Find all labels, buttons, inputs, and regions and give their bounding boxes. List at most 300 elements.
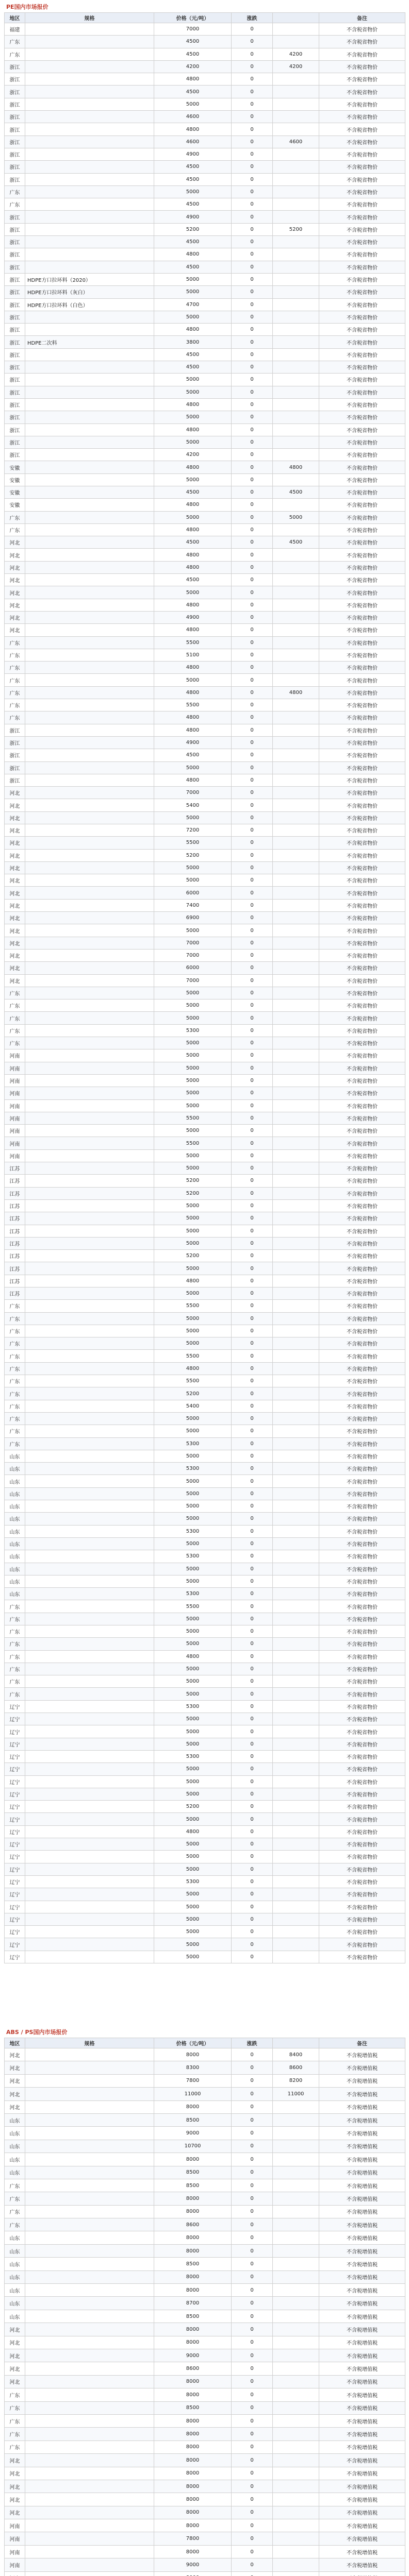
cell-note: 不含税省物价 [319, 123, 405, 135]
table-row [5, 1575, 405, 1587]
cell-price: 5000 [154, 1763, 232, 1775]
cell-change: 0 [232, 1362, 273, 1375]
cell-region: 河北 [5, 611, 25, 623]
cell-prev [273, 2205, 319, 2218]
table-row [5, 1913, 405, 1925]
cell-note: 不含税增值税 [319, 2218, 405, 2231]
cell-region: 江苏 [5, 1187, 25, 1199]
cell-change: 0 [232, 1901, 273, 1913]
cell-price: 7000 [154, 787, 232, 799]
cell-region: 广东 [5, 2401, 25, 2414]
cell-note: 不含税省物价 [319, 674, 405, 686]
cell-product [25, 1149, 154, 1162]
cell-note: 不含税省物价 [319, 1838, 405, 1851]
section-title: PE国内市场报价 [6, 4, 48, 10]
cell-price: 4800 [154, 248, 232, 261]
cell-note: 不含税增值税 [319, 2074, 405, 2087]
cell-note: 不含税省物价 [319, 1913, 405, 1925]
cell-note: 不含税省物价 [319, 1074, 405, 1087]
cell-region: 浙江 [5, 211, 25, 223]
cell-change: 0 [232, 2284, 273, 2297]
cell-change: 0 [232, 1888, 273, 1901]
cell-product [25, 1387, 154, 1400]
cell-change: 0 [232, 1024, 273, 1037]
table-row [5, 861, 405, 874]
cell-prev [273, 185, 319, 198]
cell-product [25, 636, 154, 649]
cell-price: 4500 [154, 48, 232, 60]
cell-region: 江苏 [5, 1250, 25, 1262]
table-row [5, 549, 405, 561]
table-row [5, 1838, 405, 1851]
cell-note: 不含税省物价 [319, 1788, 405, 1800]
table-row [5, 2074, 405, 2087]
cell-note: 不含税省物价 [319, 1588, 405, 1600]
cell-product [25, 561, 154, 573]
table-row [5, 2153, 405, 2166]
cell-product [25, 2284, 154, 2297]
cell-prev [273, 1199, 319, 1212]
cell-note: 不含税省物价 [319, 662, 405, 674]
cell-product [25, 1125, 154, 1137]
cell-region: 浙江 [5, 411, 25, 423]
table-row [5, 1187, 405, 1199]
cell-change: 0 [232, 1175, 273, 1187]
cell-region: 浙江 [5, 273, 25, 285]
cell-price: 4800 [154, 1275, 232, 1287]
cell-prev [273, 1175, 319, 1187]
cell-note: 不含税省物价 [319, 799, 405, 811]
cell-note: 不含税省物价 [319, 1513, 405, 1525]
cell-change: 0 [232, 1162, 273, 1175]
cell-price: 8600 [154, 2218, 232, 2231]
cell-change: 0 [232, 436, 273, 448]
cell-product [25, 1450, 154, 1462]
table-row [5, 23, 405, 36]
cell-prev [273, 398, 319, 411]
cell-product [25, 48, 154, 60]
cell-note: 不含税省物价 [319, 60, 405, 73]
cell-prev [273, 1901, 319, 1913]
cell-prev [273, 2218, 319, 2231]
cell-change: 0 [232, 2480, 273, 2493]
table-row [5, 135, 405, 148]
cell-note: 不含税省物价 [319, 1237, 405, 1249]
cell-price: 5200 [154, 1250, 232, 1262]
cell-change: 0 [232, 2519, 273, 2532]
cell-change: 0 [232, 411, 273, 423]
cell-prev [273, 586, 319, 599]
table-row [5, 2192, 405, 2205]
cell-prev: 4500 [273, 486, 319, 498]
cell-region: 浙江 [5, 298, 25, 311]
cell-product [25, 811, 154, 824]
cell-price: 5000 [154, 1500, 232, 1513]
table-row [5, 611, 405, 623]
cell-prev [273, 1951, 319, 1963]
cell-prev [273, 949, 319, 961]
cell-product [25, 236, 154, 248]
cell-region: 广东 [5, 1613, 25, 1625]
cell-change: 0 [232, 1700, 273, 1713]
cell-product [25, 1012, 154, 1024]
cell-prev [273, 711, 319, 724]
cell-change: 0 [232, 874, 273, 887]
table-row [5, 2270, 405, 2283]
cell-note: 不含税省物价 [319, 1225, 405, 1237]
cell-price: 8000 [154, 2100, 232, 2113]
cell-note: 不含税省物价 [319, 1437, 405, 1450]
cell-note: 不含税增值税 [319, 2100, 405, 2113]
cell-change: 0 [232, 1763, 273, 1775]
cell-note: 不含税省物价 [319, 1212, 405, 1225]
cell-region: 河南 [5, 1112, 25, 1124]
cell-region: 河北 [5, 2048, 25, 2061]
cell-prev [273, 674, 319, 686]
cell-change: 0 [232, 499, 273, 511]
cell-product [25, 1675, 154, 1688]
cell-region: 广东 [5, 2428, 25, 2441]
cell-product [25, 2545, 154, 2558]
cell-price: 3800 [154, 336, 232, 348]
cell-note: 不含税省物价 [319, 1350, 405, 1362]
cell-product [25, 1763, 154, 1775]
cell-change: 0 [232, 2061, 273, 2074]
cell-price: 7000 [154, 974, 232, 987]
cell-prev [273, 2506, 319, 2519]
cell-prev [273, 449, 319, 461]
cell-prev: 4200 [273, 60, 319, 73]
cell-region: 广东 [5, 2218, 25, 2231]
cell-change: 0 [232, 2545, 273, 2558]
cell-region: 江苏 [5, 1199, 25, 1212]
cell-change: 0 [232, 1074, 273, 1087]
cell-product [25, 73, 154, 86]
cell-product [25, 1162, 154, 1175]
cell-change: 0 [232, 2297, 273, 2310]
cell-product [25, 937, 154, 949]
cell-price: 5200 [154, 1187, 232, 1199]
cell-prev [273, 1037, 319, 1049]
cell-region: 山东 [5, 2310, 25, 2323]
cell-change: 0 [232, 1437, 273, 1450]
cell-change: 0 [232, 2493, 273, 2506]
cell-price: 8500 [154, 2113, 232, 2126]
cell-region: 河北 [5, 586, 25, 599]
table-row [5, 649, 405, 661]
cell-change: 0 [232, 1487, 273, 1500]
cell-product [25, 837, 154, 849]
cell-price: 9000 [154, 2349, 232, 2362]
cell-price: 5000 [154, 1212, 232, 1225]
cell-prev: 4500 [273, 536, 319, 549]
cell-note: 不含税省物价 [319, 1801, 405, 1813]
cell-note: 不含税省物价 [319, 1938, 405, 1951]
cell-product [25, 2218, 154, 2231]
cell-region: 广东 [5, 1600, 25, 1613]
cell-prev [273, 1412, 319, 1425]
cell-product [25, 36, 154, 48]
table-row [5, 73, 405, 86]
table-row [5, 2558, 405, 2571]
cell-region: 河北 [5, 2493, 25, 2506]
cell-product [25, 1137, 154, 1149]
cell-note: 不含税省物价 [319, 1012, 405, 1024]
cell-product [25, 436, 154, 448]
cell-note: 不含税省物价 [319, 1650, 405, 1663]
cell-change: 0 [232, 1450, 273, 1462]
cell-region: 浙江 [5, 261, 25, 273]
cell-note: 不含税省物价 [319, 1825, 405, 1838]
cell-change: 0 [232, 2558, 273, 2571]
cell-product [25, 1625, 154, 1638]
table-row [5, 561, 405, 573]
cell-note: 不含税省物价 [319, 1750, 405, 1762]
table-row [5, 1700, 405, 1713]
cell-note: 不含税省物价 [319, 1337, 405, 1350]
cell-note: 不含税省物价 [319, 1926, 405, 1938]
cell-change: 0 [232, 148, 273, 160]
cell-price: 8300 [154, 2061, 232, 2074]
cell-note: 不含税增值税 [319, 2493, 405, 2506]
cell-change: 0 [232, 724, 273, 736]
cell-prev [273, 636, 319, 649]
cell-note: 不含税增值税 [319, 2258, 405, 2270]
cell-prev [273, 624, 319, 636]
cell-note: 不含税省物价 [319, 699, 405, 711]
table-row [5, 1750, 405, 1762]
cell-price: 5000 [154, 1287, 232, 1299]
cell-note: 不含税省物价 [319, 1638, 405, 1650]
table-row [5, 1099, 405, 1112]
table-row [5, 1951, 405, 1963]
cell-note: 不含税省物价 [319, 1951, 405, 1963]
cell-note: 不含税增值税 [319, 2113, 405, 2126]
cell-price: 5000 [154, 98, 232, 110]
table-row [5, 1851, 405, 1863]
cell-prev [273, 811, 319, 824]
cell-note: 不含税省物价 [319, 135, 405, 148]
cell-note: 不含税省物价 [319, 1575, 405, 1587]
cell-prev [273, 2480, 319, 2493]
cell-note: 不含税省物价 [319, 73, 405, 86]
cell-region: 辽宁 [5, 1813, 25, 1825]
cell-price: 5000 [154, 999, 232, 1012]
cell-prev [273, 1563, 319, 1575]
cell-change: 0 [232, 248, 273, 261]
cell-prev [273, 1713, 319, 1725]
cell-change: 0 [232, 1801, 273, 1813]
cell-change: 0 [232, 1613, 273, 1625]
cell-prev [273, 736, 319, 749]
cell-region: 广东 [5, 2388, 25, 2401]
cell-change: 0 [232, 749, 273, 761]
cell-price: 5000 [154, 1225, 232, 1237]
cell-note: 不含税省物价 [319, 398, 405, 411]
table-row [5, 2127, 405, 2140]
cell-price: 8500 [154, 2179, 232, 2192]
table-row [5, 411, 405, 423]
cell-prev [273, 423, 319, 436]
cell-region: 广东 [5, 2205, 25, 2218]
cell-price: 5000 [154, 511, 232, 523]
cell-region: 河北 [5, 561, 25, 573]
cell-prev: 8600 [273, 2061, 319, 2074]
table-row [5, 824, 405, 837]
cell-prev [273, 2362, 319, 2375]
cell-note: 不含税省物价 [319, 849, 405, 861]
cell-price: 5000 [154, 1738, 232, 1750]
cell-change: 0 [232, 2205, 273, 2218]
table-row [5, 2519, 405, 2532]
table-row [5, 636, 405, 649]
cell-price: 7000 [154, 949, 232, 961]
cell-product [25, 499, 154, 511]
cell-change: 0 [232, 73, 273, 86]
cell-note: 不含税省物价 [319, 837, 405, 849]
cell-change: 0 [232, 1625, 273, 1638]
cell-prev [273, 1062, 319, 1074]
cell-product [25, 1863, 154, 1875]
table-row [5, 449, 405, 461]
cell-prev [273, 2310, 319, 2323]
cell-price: 5300 [154, 1024, 232, 1037]
cell-change: 0 [232, 1575, 273, 1587]
table-row [5, 2493, 405, 2506]
cell-note: 不含税省物价 [319, 436, 405, 448]
cell-prev [273, 824, 319, 837]
cell-product [25, 1875, 154, 1888]
cell-prev [273, 2428, 319, 2441]
cell-change: 0 [232, 2127, 273, 2140]
cell-prev [273, 887, 319, 899]
cell-change: 0 [232, 1337, 273, 1350]
cell-change: 0 [232, 36, 273, 48]
cell-price: 4800 [154, 624, 232, 636]
cell-prev [273, 73, 319, 86]
header-prev [273, 2038, 319, 2048]
cell-region: 广东 [5, 1312, 25, 1325]
cell-note: 不含税省物价 [319, 298, 405, 311]
cell-price: 4800 [154, 1362, 232, 1375]
cell-product [25, 861, 154, 874]
cell-prev [273, 148, 319, 160]
cell-change: 0 [232, 2179, 273, 2192]
cell-note: 不含税省物价 [319, 1162, 405, 1175]
cell-region: 河北 [5, 924, 25, 937]
cell-change: 0 [232, 1187, 273, 1199]
cell-note: 不含税增值税 [319, 2061, 405, 2074]
header-product: 规格 [25, 2038, 154, 2048]
cell-change: 0 [232, 1062, 273, 1074]
cell-region: 河北 [5, 2454, 25, 2467]
cell-note: 不含税省物价 [319, 811, 405, 824]
cell-region: 浙江 [5, 361, 25, 374]
cell-change: 0 [232, 1725, 273, 1738]
cell-price: 5000 [154, 1775, 232, 1788]
cell-price: 7800 [154, 2532, 232, 2545]
cell-change: 0 [232, 2088, 273, 2100]
cell-note: 不含税增值税 [319, 2519, 405, 2532]
cell-change: 0 [232, 1463, 273, 1475]
cell-price: 5000 [154, 1062, 232, 1074]
cell-region: 山东 [5, 2140, 25, 2153]
table-row [5, 1888, 405, 1901]
cell-change: 0 [232, 348, 273, 361]
cell-region: 广东 [5, 1638, 25, 1650]
table-row [5, 2388, 405, 2401]
cell-change: 0 [232, 2401, 273, 2414]
cell-note: 不含税增值税 [319, 2545, 405, 2558]
table-body [5, 23, 405, 1963]
cell-product [25, 662, 154, 674]
cell-product [25, 2532, 154, 2545]
cell-change: 0 [232, 1325, 273, 1337]
cell-product [25, 999, 154, 1012]
cell-note: 不含税省物价 [319, 749, 405, 761]
cell-region: 广东 [5, 711, 25, 724]
cell-prev [273, 1350, 319, 1362]
cell-prev [273, 1700, 319, 1713]
cell-price: 8000 [154, 2153, 232, 2166]
table-row [5, 361, 405, 374]
cell-change: 0 [232, 298, 273, 311]
cell-price: 4800 [154, 774, 232, 786]
table-row [5, 1262, 405, 1275]
cell-region: 广东 [5, 636, 25, 649]
cell-note: 不含税增值税 [319, 2323, 405, 2336]
cell-change: 0 [232, 2414, 273, 2427]
table-row [5, 1049, 405, 1062]
cell-product [25, 185, 154, 198]
table-row [5, 2231, 405, 2244]
cell-price: 5000 [154, 1412, 232, 1425]
cell-price: 5000 [154, 1951, 232, 1963]
cell-region: 山东 [5, 1463, 25, 1475]
cell-note: 不含税省物价 [319, 1250, 405, 1262]
table-row [5, 799, 405, 811]
cell-price: 5500 [154, 699, 232, 711]
table-row [5, 686, 405, 699]
cell-price: 6000 [154, 887, 232, 899]
cell-prev [273, 1537, 319, 1550]
cell-price: 5500 [154, 1137, 232, 1149]
cell-product [25, 586, 154, 599]
cell-region: 广东 [5, 674, 25, 686]
table-row [5, 2218, 405, 2231]
cell-region: 江苏 [5, 1212, 25, 1225]
cell-region: 广东 [5, 36, 25, 48]
table-row [5, 486, 405, 498]
table-row [5, 924, 405, 937]
cell-product [25, 724, 154, 736]
cell-region: 山东 [5, 1487, 25, 1500]
cell-price: 5300 [154, 1437, 232, 1450]
cell-product: HDPE二次料 [25, 336, 154, 348]
cell-price: 5000 [154, 1149, 232, 1162]
cell-product [25, 1713, 154, 1725]
cell-prev [273, 1513, 319, 1525]
cell-prev [273, 1400, 319, 1412]
cell-region: 山东 [5, 2127, 25, 2140]
cell-prev [273, 662, 319, 674]
table-row [5, 2140, 405, 2153]
table-row [5, 2113, 405, 2126]
cell-region: 广东 [5, 1650, 25, 1663]
cell-price: 5000 [154, 1199, 232, 1212]
cell-prev: 5200 [273, 223, 319, 235]
cell-note: 不含税省物价 [319, 236, 405, 248]
